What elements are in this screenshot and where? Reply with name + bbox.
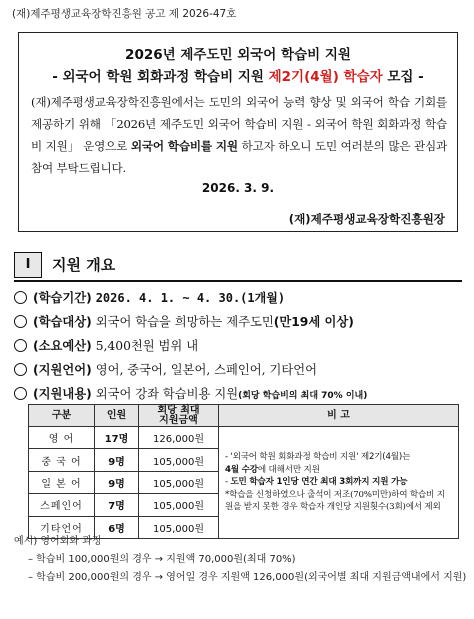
bullet-budget — [14, 336, 464, 360]
header-note: 비 고 — [219, 405, 459, 427]
support-table — [28, 404, 459, 539]
bullet-value: 2026. 4. 1. ~ 4. 30.(1개월) — [95, 291, 286, 305]
cell-count: 6명 — [95, 516, 139, 538]
example-title: 예시) 영어회화 과정 — [14, 536, 102, 547]
bullet-bold-tail: (만19세 이상) — [273, 315, 354, 329]
bullet-key: (지원언어) — [33, 363, 92, 377]
cell-amount: 105,000원 — [139, 494, 219, 516]
note-1-bold: 4월 수강 — [225, 464, 258, 475]
section-number: Ⅰ — [14, 252, 42, 278]
bullet-key: (학습대상) — [33, 315, 92, 329]
bullet-key: (소요예산) — [33, 339, 92, 353]
table-header-row — [29, 405, 459, 427]
cell-amount: 105,000원 — [139, 516, 219, 538]
notice-title: 2026년 제주도민 외국어 학습비 지원 — [125, 47, 351, 63]
subtitle-prefix: - 외국어 학원 회화과정 학습비 지원 — [52, 69, 269, 85]
bullet-target — [14, 312, 464, 336]
bullet-value: 외국어 학습을 희망하는 제주도민 — [95, 315, 274, 329]
cell-count: 17명 — [95, 427, 139, 449]
note-1-tail: 에 대해서만 지원 — [257, 464, 320, 475]
cell-language: 기타언어 — [29, 516, 95, 538]
section-divider — [14, 280, 462, 282]
subtitle-highlight: 제2기(4월) 학습자 — [268, 69, 383, 85]
cell-language: 영 어 — [29, 427, 95, 449]
body-text-2: 하고자 하오니 도민 여러분의 많은 관심과 참여 부탁드립니다. — [31, 139, 448, 175]
notice-subtitle — [19, 65, 457, 85]
bullet-small-tail: (회당 학습비의 최대 70% 이내) — [238, 391, 368, 401]
note-2-bold: 도민 학습자 1인당 연간 최대 3회까지 지원 가능 — [230, 477, 408, 488]
section-title: 지원 개요 — [52, 256, 116, 274]
table-row — [29, 427, 459, 449]
cell-language: 중 국 어 — [29, 449, 95, 471]
bullet-languages — [14, 360, 464, 384]
example-line-1: – 학습비 100,000원의 경우 → 지원액 70,000원(최대 70%) — [28, 554, 296, 565]
notice-box — [18, 32, 458, 232]
note-1-text: - '외국어 학원 회화과정 학습비 지원' 제2기(4월)는 — [225, 451, 411, 462]
cell-amount: 126,000원 — [139, 427, 219, 449]
note-3: *학습을 신청하였으나 출석이 저조(70%미만)하여 학습비 지원을 받지 못한 경우 학습자 개인당 지원횟수(3회)에서 제외 — [225, 489, 445, 513]
cell-count: 7명 — [95, 494, 139, 516]
bullet-value: 영어, 중국어, 일본어, 스페인어, 기타언어 — [95, 363, 318, 377]
cell-note — [219, 427, 459, 539]
note-2-prefix: - — [225, 477, 231, 488]
cell-amount: 105,000원 — [139, 471, 219, 493]
bullet-key: (지원내용) — [33, 387, 92, 401]
notice-issuer: (재)제주평생교육장학진흥원장 — [288, 212, 445, 226]
bullet-value: 5,400천원 범위 내 — [95, 339, 199, 353]
header-max-line1: 회당 최대 — [157, 404, 200, 416]
header-category: 구분 — [29, 405, 95, 427]
header-max-line2: 지원금액 — [159, 414, 198, 426]
notice-date: 2026. 3. 9. — [201, 181, 275, 195]
notice-body — [31, 91, 447, 179]
example-section — [14, 532, 467, 586]
cell-language: 스페인어 — [29, 494, 95, 516]
document-number: (재)제주평생교육장학진흥원 공고 제 2026-47호 — [12, 8, 237, 20]
circle-bullet-icon — [14, 291, 27, 304]
circle-bullet-icon — [14, 387, 27, 400]
header-count: 인원 — [95, 405, 139, 427]
bullet-key: (학습기간) — [33, 291, 92, 305]
subtitle-suffix: 모집 - — [382, 69, 424, 85]
circle-bullet-icon — [14, 315, 27, 328]
header-max-amount — [139, 405, 219, 427]
cell-count: 9명 — [95, 449, 139, 471]
circle-bullet-icon — [14, 339, 27, 352]
circle-bullet-icon — [14, 363, 27, 376]
body-text-1: (재)제주평생교육장학진흥원에서는 도민의 외국어 능력 향상 및 외국어 학습 기회를 제공하기 위해 「2026년 제주도민 외국어 학습비 지원 - 외국어 학원 회화과정 학습비 지원」 운영으로 — [31, 95, 447, 153]
bullet-period — [14, 288, 464, 312]
body-bold: 외국어 학습비를 지원 — [130, 139, 238, 153]
cell-count: 9명 — [95, 471, 139, 493]
note-2 — [225, 476, 452, 489]
example-line-2: – 학습비 200,000원의 경우 → 영어일 경우 지원액 126,000원(외국어별 최대 지원금액내에서 지원) — [28, 572, 467, 583]
cell-language: 일 본 어 — [29, 471, 95, 493]
section-header — [14, 252, 462, 278]
overview-list — [14, 288, 464, 408]
support-table-wrapper — [28, 404, 458, 539]
cell-amount: 105,000원 — [139, 449, 219, 471]
note-1 — [225, 451, 452, 476]
bullet-value: 외국어 강좌 학습비용 지원 — [95, 387, 239, 401]
